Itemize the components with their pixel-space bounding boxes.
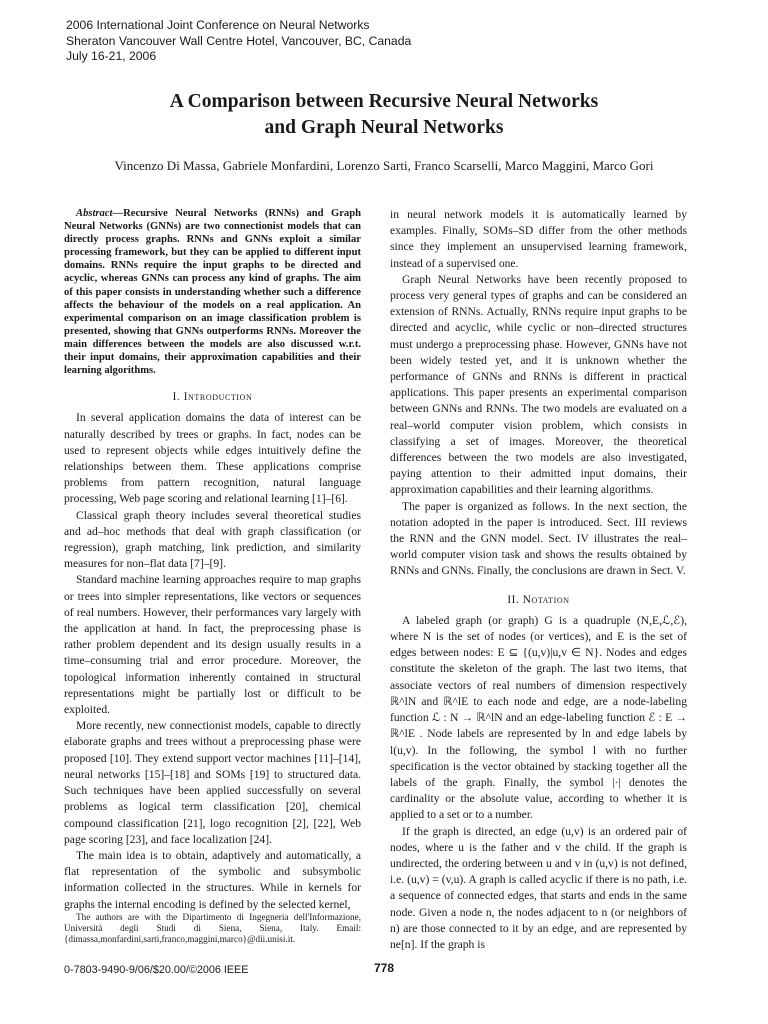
left-column <box>64 207 361 913</box>
conference-header <box>66 18 411 65</box>
conference-dates: July 16-21, 2006 <box>66 49 157 64</box>
conference-name: 2006 International Joint Conference on Neural Networks <box>66 18 370 32</box>
section-1-number: I. <box>172 391 181 404</box>
paragraph: A labeled graph (or graph) G is a quadruple (N,E,ℒ,ℰ), where N is the set of nodes (or vertices), and E is the set of edges between nodes: E ⊆ {(u,v)|u,v ∈ N}. Nodes and edges constitute the skeleton of the graph. The last two items, that associate vectors of real numbers of dimension respectively ℝ^lN and ℝ^lE to each node and edge, are a node-labeling function ℒ : N → ℝ^lN and an edge-labeling function ℰ : E → ℝ^lE . Node labels are represented by ln and edge labels by l(u,v). In the following, the symbol l with no further specification is the vector obtained by stacking together all the labels of the graph. Finally, the symbol |·| denotes the cardinality or the absolute value, according to whether it is applied to a set or to a number. <box>390 613 687 822</box>
section-1-heading <box>64 389 361 405</box>
paragraph-continued: in neural network models it is automatically learned by examples. Finally, SOMs–SD differ from the other methods since they implement an unsupervised learning framework, instead of a supervised one. <box>390 208 687 270</box>
abstract-text: Recursive Neural Networks (RNNs) and Graph Neural Networks (GNNs) are two connectionist models that can directly process graphs. RNNs and GNNs exploit a similar processing framework, but they can be applied to different input domains. RNNs require the input graphs to be directed and acyclic, whereas GNNs can process any kind of graphs. The aim of this paper consists in understanding whether such a difference affects the behaviour of the models on a real application. An experimental comparison on an image classification problem is presented, showing that GNNs outperforms RNNs. Moreover the main differences between the models are also discussed w.r.t. their input domains, their approximation capabilities and their learning algorithms. <box>64 208 361 377</box>
paragraph: Classical graph theory includes several theoretical studies and ad–hoc methods that deal with graph classification (or regression), graph matching, link prediction, and similarity measures for non–flat data [7]–[9]. <box>64 508 361 571</box>
copyright-line: 0-7803-9490-9/06/$20.00/©2006 IEEE <box>64 964 249 976</box>
section-1-title: Introduction <box>183 391 253 404</box>
section-2-number: II. <box>507 593 520 606</box>
paragraph: The paper is organized as follows. In the next section, the notation adopted in the paper is introduced. Sect. III reviews the RNN and the GNN model. Sect. IV illustrates the real–world computer vision task and shows the results obtained by RNNs and GNNs. Finally, the conclusions are drawn in Sect. V. <box>390 499 687 578</box>
paragraph: Standard machine learning approaches require to map graphs or trees into simpler representations, like vectors or sequences of real numbers. However, their performances vary largely with the application at hand. In fact, the preprocessing phase is rather problem dependent and its design usually results in a time–consuming trial and error procedure. Moreover, the topological information inherently contained in structural representations might be partially lost or difficult to be exploited. <box>64 573 361 717</box>
abstract-label: Abstract— <box>76 208 124 219</box>
abstract <box>64 207 361 377</box>
author-affiliation-footnote: The authors are with the Dipartimento di Ingegneria dell'Informazione, Università degli Studi di Siena, Siena, Italy. Email: {dimassa,monfardini,sarti,franco,maggini,marco}@dii.unisi.it. <box>64 912 361 945</box>
right-column <box>390 207 687 953</box>
conference-venue: Sheraton Vancouver Wall Centre Hotel, Vancouver, BC, Canada <box>66 33 412 48</box>
section-2-title: Notation <box>522 593 570 606</box>
paragraph: Graph Neural Networks have been recently proposed to process very general types of graphs and can be considered an extension of RNNs. Actually, RNNs require input graphs to be directed and acyclic, while cyclic or non–directed structures must undergo a preprocessing phase. However, GNNs have not been widely tested yet, and it is unknown whether the performance of GNNs and RNNs is different in practical applications. This paper presents an experimental comparison between GNNs and RNNs. The two models are evaluated on a real–world computer vision problem, which consists in classifying a set of images. Moreover, the theoretical differences between the two models are also investigated, paying attention to their admitted input domains, their approximation capabilities and their learning algorithms. <box>390 272 687 497</box>
paragraph: More recently, new connectionist models, capable to directly elaborate graphs and trees without a preprocessing phase were proposed [10]. They extend support vector machines [11]–[14], neural networks [15]–[18] and SOMs [19] to structured data. Such techniques have been applied successfully on several problems as logical term classification [20], chemical compound classification [21], logo recognition [2], [22], Web page scoring [23], and face localization [24]. <box>64 719 361 846</box>
paragraph: The main idea is to obtain, adaptively and automatically, a flat representation of the symbolic and subsymbolic information collected in the structures. While in kernels for graphs the internal encoding is defined by the selected kernel, <box>64 848 361 911</box>
paragraph: If the graph is directed, an edge (u,v) is an ordered pair of nodes, where u is the father and v the child. If the graph is undirected, the ordering between u and v in (u,v) is not defined, i.e. (u,v) = (v,u). A graph is called acyclic if there is no path, i.e. a sequence of connected edges, that starts and ends in the same node. Given a node n, the nodes adjacent to n (or neighbors of n) are those connected to it by an edge, and are represented by ne[n]. If the graph is <box>390 824 687 951</box>
paragraph: In several application domains the data of interest can be naturally described by trees or graphs. In fact, nodes can be used to represent objects while edges intuitively define the relationships between them. These applications comprise problems from pattern recognition, natural language processing, Web page scoring and relational learning [1]–[6]. <box>64 411 361 506</box>
page-number: 778 <box>373 961 395 975</box>
section-2-heading <box>390 592 687 608</box>
title-line-1: A Comparison between Recursive Neural Networks <box>169 91 599 112</box>
paper-title <box>0 89 768 141</box>
title-line-2: and Graph Neural Networks <box>264 117 504 138</box>
author-list: Vincenzo Di Massa, Gabriele Monfardini, Lorenzo Sarti, Franco Scarselli, Marco Maggini, Marco Gori <box>114 158 654 173</box>
